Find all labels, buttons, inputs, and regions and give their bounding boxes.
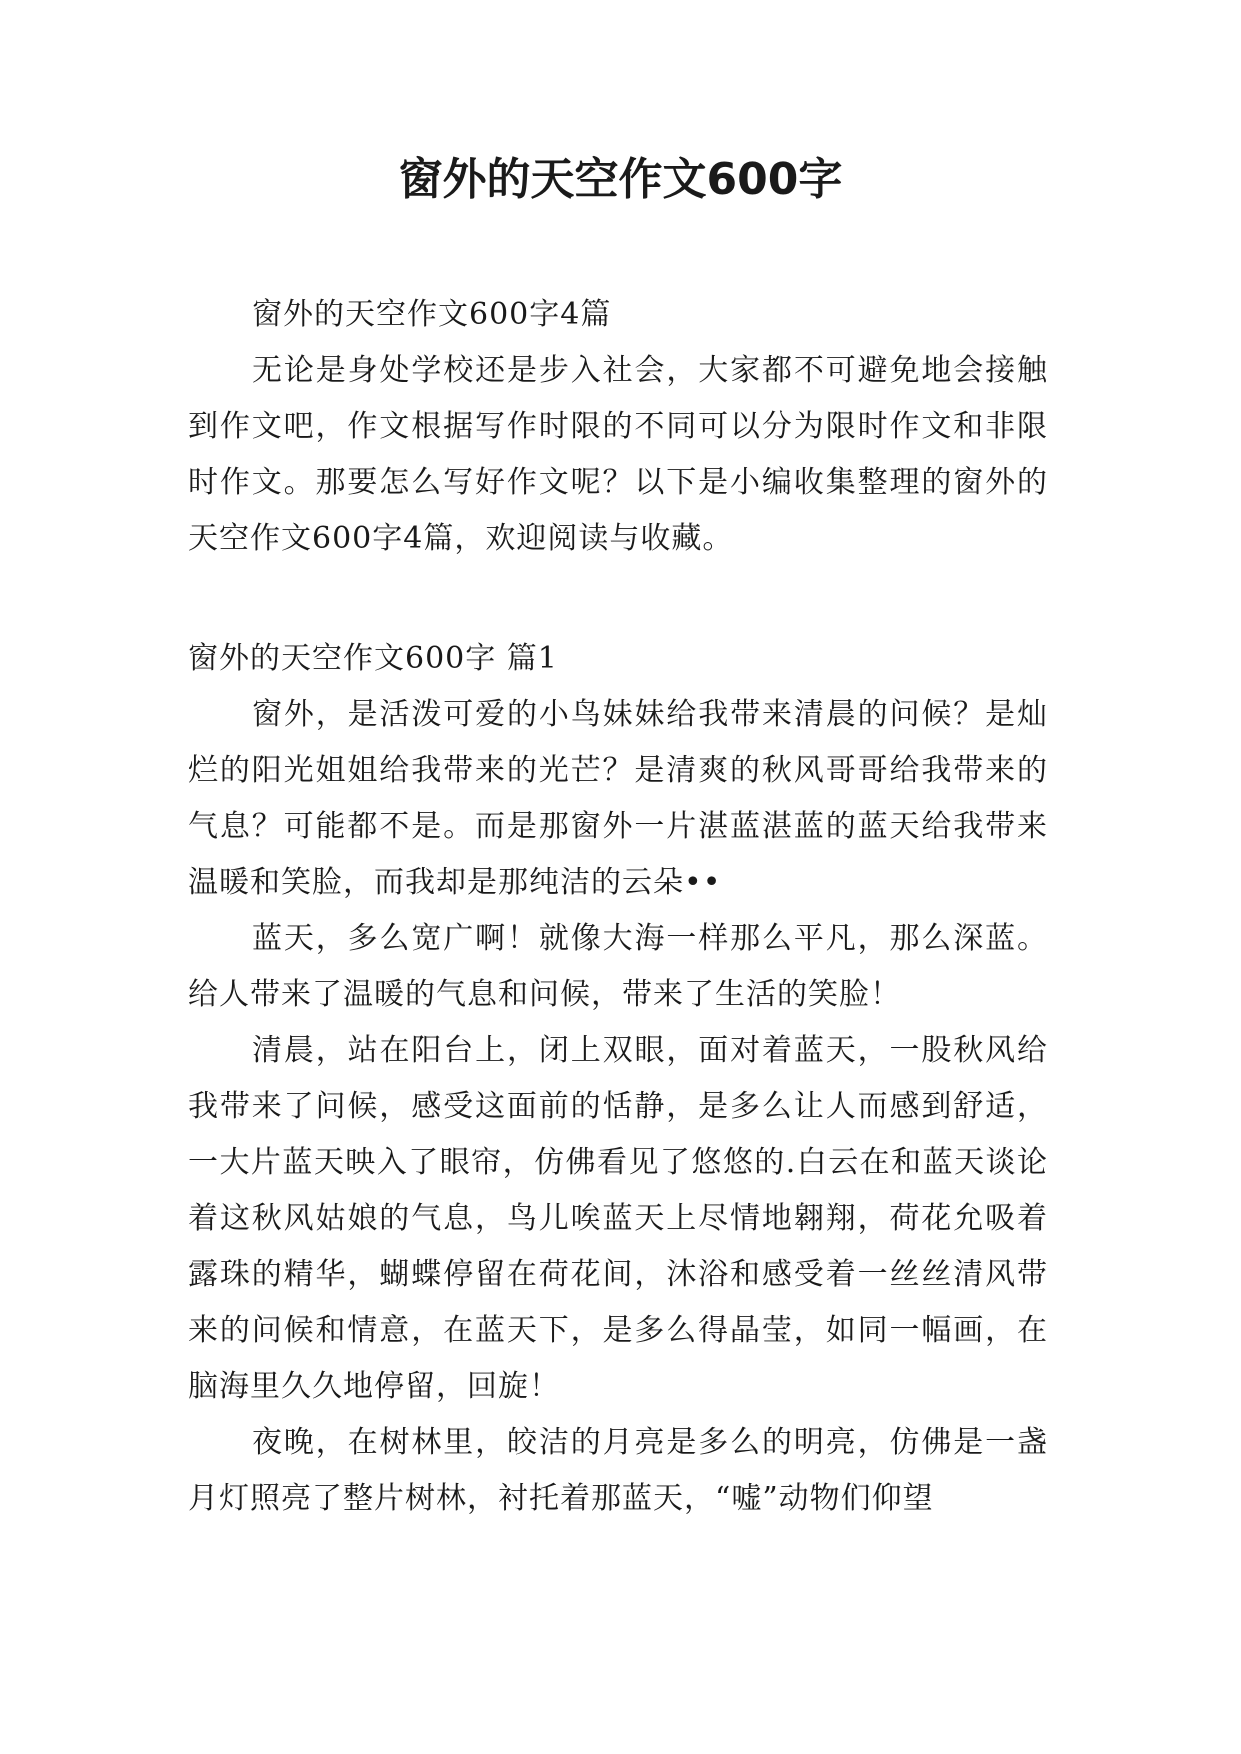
section-paragraph: 夜晚，在树林里，皎洁的月亮是多么的明亮，仿佛是一盏月灯照亮了整片树林，衬托着那蓝天，“嘘”动物们仰望: [188, 1425, 1048, 1516]
section-paragraph: 蓝天，多么宽广啊！就像大海一样那么平凡，那么深蓝。给人带来了温暖的气息和问候，带来了生活的笑脸！: [188, 921, 1048, 1012]
intro-paragraph: 无论是身处学校还是步入社会，大家都不可避免地会接触到作文吧，作文根据写作时限的不同可以分为限时作文和非限时作文。那要怎么写好作文呢？以下是小编收集整理的窗外的天空作文600字4篇，欢迎阅读与收藏。: [188, 353, 1048, 556]
section-heading: 窗外的天空作文600字 篇1: [188, 641, 558, 676]
document-title: 窗外的天空作文600字: [398, 154, 843, 205]
section-paragraph: 清晨，站在阳台上，闭上双眼，面对着蓝天，一股秋风给我带来了问候，感受这面前的恬静，是多么让人而感到舒适，一大片蓝天映入了眼帘，仿佛看见了悠悠的.白云在和蓝天谈论着这秋风姑娘的气息，鸟儿唉蓝天上尽情地翱翔，荷花允吸着露珠的精华，蝴蝶停留在荷花间，沐浴和感受着一丝丝清风带来的问候和情意，在蓝天下，是多么得晶莹，如同一幅画，在脑海里久久地停留，回旋！: [188, 1033, 1048, 1404]
section-spacer: [188, 567, 1048, 631]
document-body: [188, 287, 1048, 1527]
intro-heading: 窗外的天空作文600字4篇: [252, 297, 612, 332]
section-paragraph: 窗外，是活泼可爱的小鸟妹妹给我带来清晨的问候？是灿烂的阳光姐姐给我带来的光芒？是清爽的秋风哥哥给我带来的气息？可能都不是。而是那窗外一片湛蓝湛蓝的蓝天给我带来温暖和笑脸，而我却是那纯洁的云朵••: [188, 697, 1048, 900]
